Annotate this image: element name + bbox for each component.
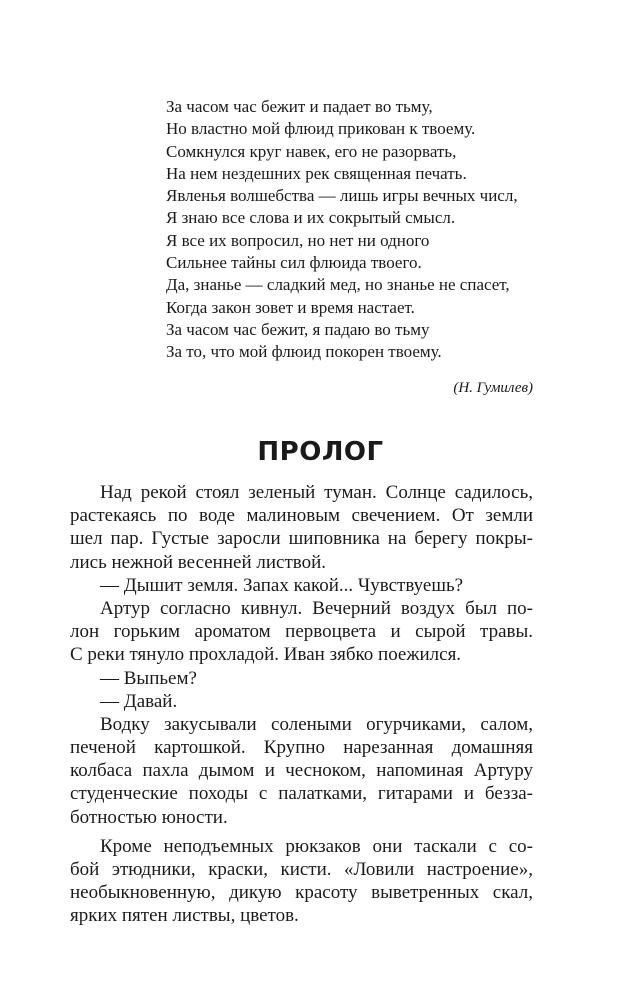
- prose-line: лон горьким ароматом первоцвета и сырой травы.: [70, 621, 533, 643]
- prose-line: необыкновенную, дикую красоту выветренных скал,: [70, 882, 533, 904]
- prose-line: шел пар. Густые заросли шиповника на берегу покры-: [70, 528, 533, 550]
- chapter-title: ПРОЛОГ: [257, 437, 384, 467]
- epigraph-line: На нем нездешних рек священная печать.: [166, 163, 467, 183]
- prose-line: студенческие походы с палатками, гитарами и безза-: [70, 783, 533, 805]
- epigraph-line: Когда закон зовет и время настает.: [166, 297, 415, 317]
- prose-line: ботностью юности.: [70, 806, 228, 828]
- prose-line: Водку закусывали солеными огурчиками, салом,: [100, 713, 533, 735]
- prose-line: Над рекой стоял зеленый туман. Солнце садилось,: [100, 482, 533, 503]
- epigraph-poem: [166, 96, 546, 364]
- prose-line: С реки тянуло прохладой. Иван зябко поежился.: [70, 644, 462, 666]
- epigraph-line: Я все их вопросил, но нет ни одного: [166, 230, 430, 250]
- epigraph-line: Да, знанье — сладкий мед, но знанье не спасет,: [166, 275, 510, 295]
- prose-line: — Дышит земля. Запах какой... Чувствуешь?: [100, 574, 464, 596]
- epigraph-line: За часом час бежит и падает во тьму,: [166, 97, 433, 116]
- prose-line: Кроме неподъемных рюкзаков они таскали с со-: [100, 835, 533, 857]
- prose-line: лись нежной весенней листвой.: [70, 551, 327, 573]
- prose-line: ярких пятен листвы, цветов.: [70, 905, 299, 927]
- prose-line: бой этюдники, краски, кисти. «Ловили настроение»,: [70, 859, 533, 880]
- prose-line: — Давай.: [100, 690, 178, 712]
- epigraph-line: Но властно мой флюид прикован к твоему.: [166, 119, 476, 139]
- prose-line: печеной картошкой. Крупно нарезанная домашняя: [70, 737, 533, 759]
- epigraph-line: Сомкнулся круг навек, его не разорвать,: [166, 141, 457, 161]
- prologue-text: [70, 481, 533, 928]
- epigraph-attribution: (Н. Гумилев): [453, 380, 533, 396]
- prose-line: колбаса пахла дымом и чесноком, напоминая Артуру: [70, 760, 533, 782]
- epigraph-line: За то, что мой флюид покорен твоему.: [166, 342, 442, 362]
- epigraph-line: Сильнее тайны сил флюида твоего.: [166, 253, 422, 273]
- prose-line: Артур согласно кивнул. Вечерний воздух был по-: [100, 597, 533, 619]
- prose-line: растекаясь по воде малиновым свечением. От земли: [70, 505, 533, 527]
- epigraph-line: Явленья волшебства — лишь игры вечных числ,: [166, 186, 518, 206]
- epigraph-line: Я знаю все слова и их сокрытый смысл.: [166, 208, 456, 228]
- epigraph-line: За часом час бежит, я падаю во тьму: [166, 319, 430, 339]
- prose-line: — Выпьем?: [100, 667, 197, 689]
